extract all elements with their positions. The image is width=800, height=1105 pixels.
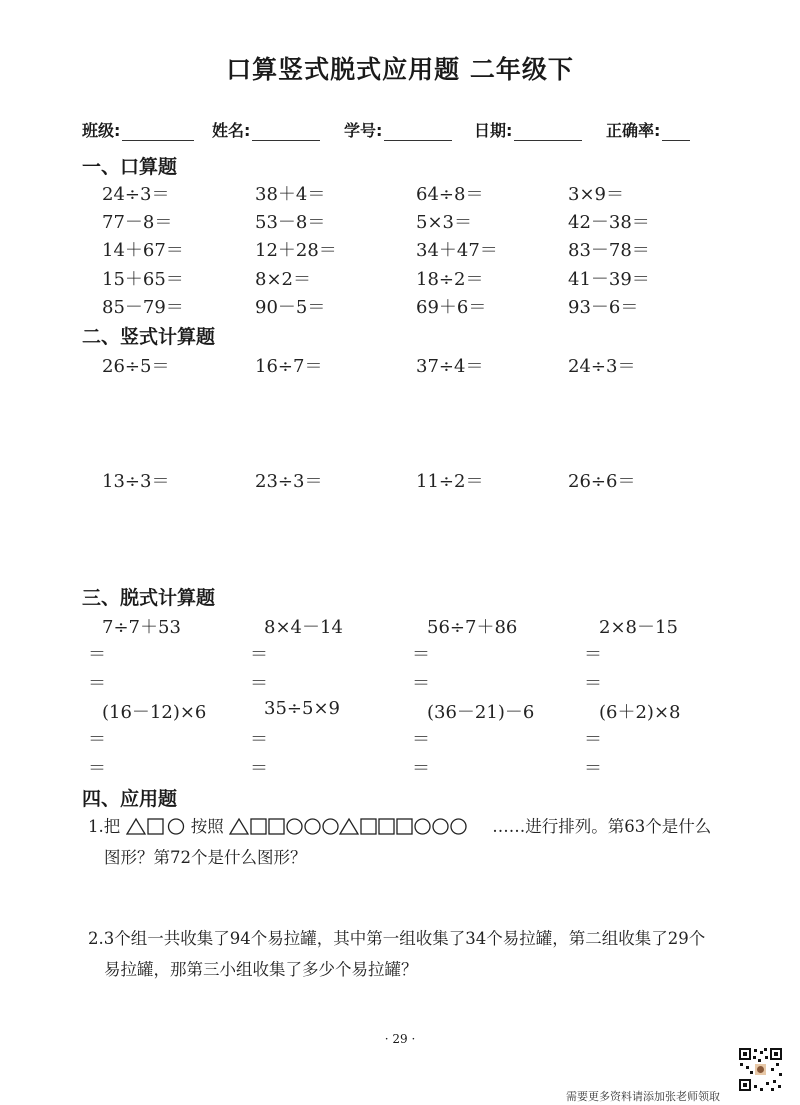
vertical-problem: 26÷6＝ [568,471,636,492]
question-1-line-2: 图形？第72个是什么图形？ [104,848,307,867]
oral-problem: 64÷8＝ [416,184,484,205]
equals-line: ＝ [250,729,268,750]
stepwise-problem: 7÷7＋53 [102,617,181,638]
section-oral-title: 一、口算题 [82,156,178,178]
oral-problem: 69＋6＝ [416,297,487,318]
stepwise-problem: 35÷5×9 [264,698,340,719]
equals-line: ＝ [584,644,602,665]
oral-problem: 41－39＝ [568,269,650,290]
oral-problem: 8×2＝ [255,269,311,290]
question-2-line-2: 易拉罐，那第三小组收集了多少个易拉罐？ [104,960,418,979]
equals-line: ＝ [412,673,430,694]
vertical-problem: 37÷4＝ [416,356,484,377]
shape-sequence-icon [229,817,487,835]
oral-problem: 83－78＝ [568,240,650,261]
oral-problem: 12＋28＝ [255,240,337,261]
q1-shapes-set [126,817,191,836]
name-blank [252,125,320,141]
equals-line: ＝ [250,673,268,694]
vertical-problem: 11÷2＝ [416,471,484,492]
equals-line: ＝ [584,673,602,694]
number-field [344,118,452,141]
page-title: 口算竖式脱式应用题 二年级下 [226,55,574,84]
vertical-problem: 24÷3＝ [568,356,636,377]
oral-problem: 34＋47＝ [416,240,498,261]
accuracy-blank [662,125,690,141]
oral-problem: 15＋65＝ [102,269,184,290]
equals-line: ＝ [584,758,602,779]
oral-problem: 93－6＝ [568,297,639,318]
equals-line: ＝ [88,673,106,694]
class-blank [122,125,194,141]
oral-problem: 42－38＝ [568,212,650,233]
oral-problem: 24÷3＝ [102,184,170,205]
stepwise-problem: (36－21)－6 [427,702,535,723]
section-vertical-title: 二、竖式计算题 [82,326,216,348]
class-field [82,118,194,141]
name-field [212,118,320,141]
oral-problem: 53－8＝ [255,212,326,233]
vertical-problem: 16÷7＝ [255,356,323,377]
class-label: 班级: [82,121,121,140]
stepwise-problem: 2×8－15 [599,617,678,638]
q1-mid: 按照 [190,817,224,836]
vertical-problem: 13÷3＝ [102,471,170,492]
equals-line: ＝ [412,758,430,779]
number-label: 学号: [344,121,383,140]
name-label: 姓名: [212,121,251,140]
accuracy-label: 正确率: [606,121,661,140]
stepwise-problem: (16－12)×6 [102,702,207,723]
date-field [474,118,582,141]
date-label: 日期: [474,121,513,140]
oral-problem: 85－79＝ [102,297,184,318]
q1-suffix: ……进行排列。第63个是什么 [492,817,712,836]
oral-problem: 14＋67＝ [102,240,184,261]
stepwise-problem: 56÷7＋86 [427,617,518,638]
equals-line: ＝ [88,758,106,779]
section-application-title: 四、应用题 [82,788,178,810]
equals-line: ＝ [412,729,430,750]
question-2-line-1: 2.3个组一共收集了94个易拉罐，其中第一组收集了34个易拉罐，第二组收集了29个 [88,929,706,948]
oral-problem: 5×3＝ [416,212,472,233]
equals-line: ＝ [584,729,602,750]
number-blank [384,125,452,141]
oral-problem: 18÷2＝ [416,269,484,290]
page-number: · 29 · [384,1032,416,1046]
section-stepwise-title: 三、脱式计算题 [82,587,216,609]
equals-line: ＝ [88,729,106,750]
equals-line: ＝ [250,758,268,779]
oral-problem: 77－8＝ [102,212,173,233]
oral-problem: 90－5＝ [255,297,326,318]
stepwise-problem: (6＋2)×8 [599,702,681,723]
vertical-problem: 26÷5＝ [102,356,170,377]
qr-code-icon [738,1047,783,1092]
question-1-line-1 [88,812,711,842]
equals-line: ＝ [412,644,430,665]
vertical-problem: 23÷3＝ [255,471,323,492]
shape-triangle-square-circle-icon [126,817,186,835]
equals-line: ＝ [250,644,268,665]
q1-shape-sequence [229,817,492,836]
stepwise-problem: 8×4－14 [264,617,343,638]
accuracy-field [606,118,690,141]
equals-line: ＝ [88,644,106,665]
oral-problem: 3×9＝ [568,184,624,205]
q1-prefix: 1.把 [88,817,121,836]
footer-note: 需要更多资料请添加张老师领取 [566,1090,720,1103]
date-blank [514,125,582,141]
oral-problem: 38＋4＝ [255,184,326,205]
